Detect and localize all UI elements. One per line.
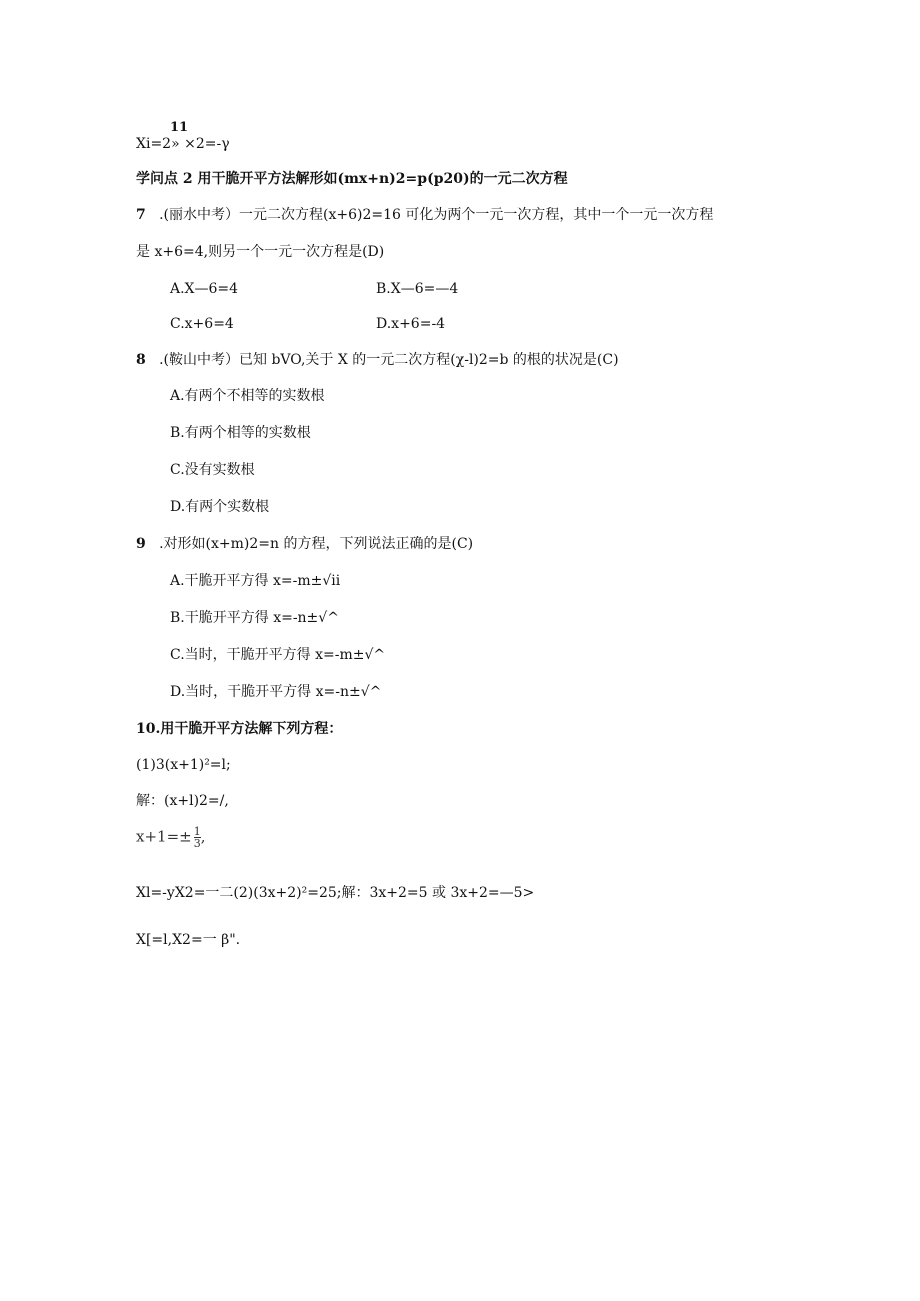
question-number: 7 [136,207,146,223]
q10-solution-line4: X[=l,X2=一 β". [136,932,241,948]
q9-option-d: D.当时，干脆开平方得 x=-n±√^ [170,684,382,700]
question-9 [136,535,473,553]
q7-option-c: C.x+6=4 [170,316,234,332]
header-equation: Xi=2» ×2=-γ [136,136,230,152]
header-superscript: 11 [170,120,189,135]
fraction-equation-image [136,826,206,849]
fraction-denominator: 3 [193,837,201,850]
question-8 [136,351,619,369]
q8-option-c: C.没有实数根 [170,462,255,478]
question-10-title [136,720,342,738]
q9-option-c: C.当时，干脆开平方得 x=-m±√^ [170,647,386,663]
question-text: .(鞍山中考）已知 bVO,关于 X 的一元二次方程(χ-l)2=b 的根的状况是(C) [159,352,619,368]
section-title: 学问点 2 用干脆开平方法解形如(mx+n)2=p(p20)的一元二次方程 [136,171,568,187]
q7-option-b: B.X—6=—4 [376,281,459,297]
q9-option-a: A.干脆开平方得 x=-m±√ii [170,573,341,589]
q8-option-d: D.有两个实数根 [170,499,270,515]
q8-option-a: A.有两个不相等的实数根 [170,388,325,404]
question-7-line2: 是 x+6=4,则另一个一元一次方程是(D) [136,244,385,260]
question-7 [136,206,713,224]
fraction-tail: , [200,827,206,846]
q7-option-a: A.X—6=4 [170,281,239,297]
q8-option-b: B.有两个相等的实数根 [170,425,311,441]
fraction [194,826,201,849]
question-text: .对形如(x+m)2=n 的方程，下列说法正确的是(C) [159,536,474,552]
question-number: 8 [136,352,146,368]
q10-solution-step1: 解：(x+l)2=/, [136,793,229,809]
question-10-text: 10.用干脆开平方法解下列方程： [136,721,343,737]
q10-part1: (1)3(x+1)²=l; [136,757,231,773]
question-text: .(丽水中考）一元二次方程(x+6)2=16 可化为两个一元一次方程，其中一个一元一次方程 [159,207,714,223]
fraction-numerator: 1 [193,825,201,838]
question-number: 9 [136,536,146,552]
q9-option-b: B.干脆开平方得 x=-n±√^ [170,610,339,626]
q10-solution-line3: Xl=-yX2=一二(2)(3x+2)²=25;解：3x+2=5 或 3x+2=—5> [136,885,535,901]
q7-option-d: D.x+6=-4 [376,316,446,332]
fraction-lhs: x+1=± [136,827,192,846]
